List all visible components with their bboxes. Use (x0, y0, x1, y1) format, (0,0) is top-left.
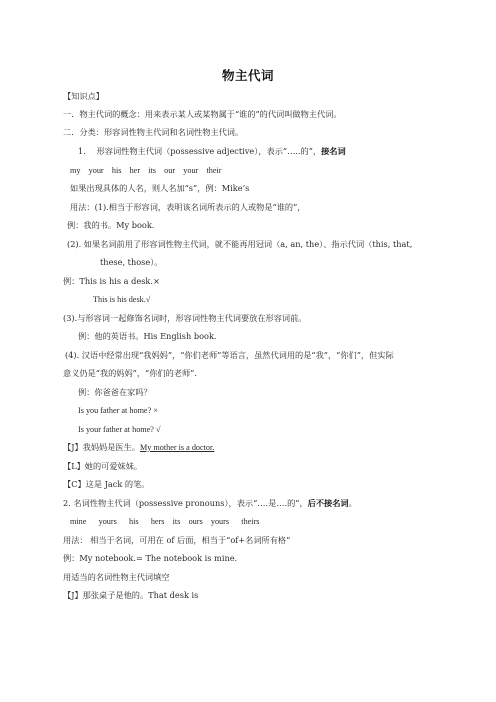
noun-example-line: 例：My notebook.= The notebook is mine. (63, 553, 238, 563)
noun-pronoun-heading (63, 498, 357, 509)
example-4-right: Is your father at home? √ (78, 425, 161, 434)
example-3-line: 例：他的英语书。His English book. (78, 331, 217, 341)
noun-heading-emphasis: 后不接名词 (307, 498, 349, 508)
usage-3-line: (3).与形容词一起修饰名词时，形容词性物主代词要放在形容词前。 (63, 313, 307, 323)
adj-pronoun-heading (78, 146, 346, 157)
exercise-j1 (63, 442, 292, 453)
noun-usage-line: 用法： 相当于名词，可用在 of 后面，相当于“of+名词所有格” (63, 535, 291, 545)
concept-line: 一．物主代词的概念：用来表示某人或某物属于“谁的”的代词叫做物主代词。 (63, 109, 342, 119)
usage-2-line: (2). 如果名词前用了形容词性物主代词，就不能再用冠词（a, an, the）、指示代词（this, that, (67, 239, 413, 249)
example-4-wrong: Is you father at home? × (78, 406, 158, 415)
noun-heading-end: 。 (348, 498, 357, 508)
example-4-line: 例：你爸爸在家吗？ (78, 387, 152, 397)
adj-pronoun-list: my your his her its our your their (70, 166, 222, 175)
usage-2-continued: these, those）。 (100, 257, 163, 267)
exercise-l1: 【L】她的可爱妹妹。 (63, 461, 143, 471)
example-1-line: 例：我的书。My book. (67, 220, 155, 230)
usage-4-continued: 意义仍是“我的妈妈”，“你们的老师”. (63, 368, 197, 378)
noun-heading-text: 2. 名词性物主代词（possessive pronouns），表示“….是….的”， (63, 498, 308, 508)
exercise-j1-prompt: 【J】我妈妈是医生。 (63, 442, 140, 452)
name-rule-line: 如果出现具体的人名，则人名加“s”，例：Mike’s (70, 183, 250, 193)
exercise-j1-answer: My mother is a doctor. (139, 443, 215, 452)
usage-1-line: 用法：(1).相当于形容词，表明该名词所表示的人或物是“谁的”， (70, 202, 306, 212)
knowledge-heading: 【知识点】 (63, 91, 104, 101)
noun-pronoun-list: mine yours his hers its ours yours theirs (70, 517, 260, 526)
classification-line: 二．分类：形容词性物主代词和名词性物主代词。 (63, 127, 244, 137)
usage-4-line: (4). 汉语中经常出现“我妈妈”，“你们老师”等语言，虽然代词用的是“我”，“你们”，但实际 (65, 350, 394, 360)
adj-heading-emphasis: 接名词 (321, 146, 346, 156)
page-title: 物主代词 (221, 68, 274, 83)
exercise-instruction: 用适当的名词性物主代词填空 (63, 572, 170, 582)
exercise-j2: 【J】那张桌子是他的。That desk is (63, 590, 199, 600)
exercise-c1: 【C】这是 Jack 的笔。 (63, 479, 150, 489)
adj-heading-text: 1. 形容词性物主代词（possessive adjective），表示“…..的”， (78, 146, 322, 156)
example-2-wrong: 例：This is his a desk.× (63, 276, 160, 286)
example-2-right: This is his desk.√ (93, 295, 151, 304)
